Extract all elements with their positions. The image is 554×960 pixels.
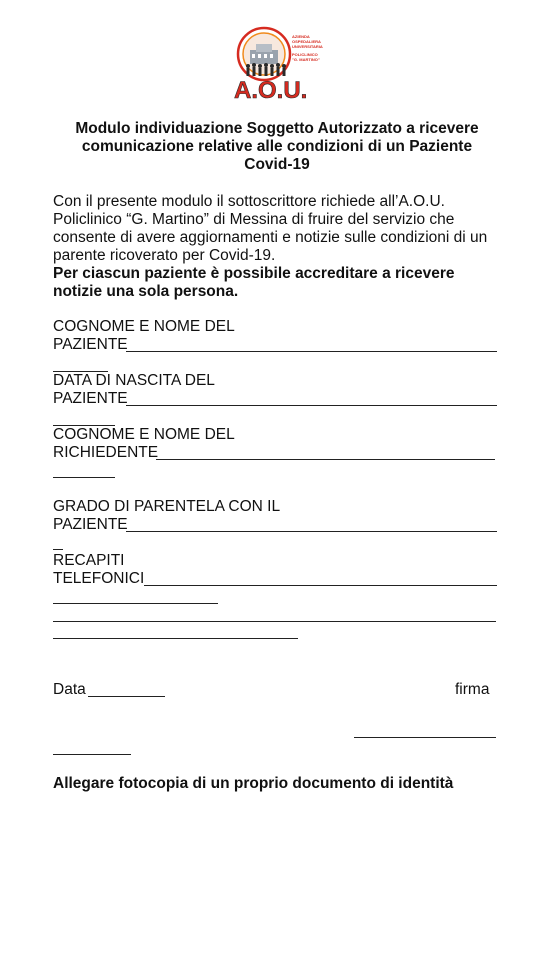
patient-name-label-line-2: PAZIENTE bbox=[53, 336, 128, 353]
logo-line-3: UNIVERSITARIA bbox=[292, 44, 323, 49]
requester-name-label-line-2: RICHIEDENTE bbox=[53, 444, 159, 461]
phones-field-line-4[interactable] bbox=[53, 638, 298, 639]
birth-date-label-line-1: DATA DI NASCITA DEL bbox=[53, 372, 215, 389]
id-document-note: Allegare fotocopia di un proprio documento di identità bbox=[53, 775, 454, 792]
intro-bold-line-2: notizie una sola persona. bbox=[53, 283, 239, 300]
requester-name-label bbox=[53, 426, 235, 462]
patient-name-label bbox=[53, 318, 235, 354]
intro-paragraph bbox=[53, 193, 513, 301]
phones-label-line-1: RECAPITI bbox=[53, 552, 125, 569]
intro-line-4: parente ricoverato per Covid-19. bbox=[53, 247, 276, 264]
intro-line-1: Con il presente modulo il sottoscrittore richiede all’A.O.U. bbox=[53, 193, 445, 210]
logo-line-1: AZIENDA bbox=[292, 34, 310, 39]
signature-field-continuation[interactable] bbox=[53, 754, 131, 755]
title-line-2: comunicazione relative alle condizioni di un Paziente bbox=[81, 138, 473, 155]
date-label: Data bbox=[53, 681, 86, 698]
birth-date-field[interactable] bbox=[126, 405, 497, 406]
page-title bbox=[40, 120, 514, 174]
phones-label-line-2: TELEFONICI bbox=[53, 570, 145, 587]
relationship-field-continuation[interactable] bbox=[53, 549, 63, 550]
intro-bold-line-1: Per ciascun paziente è possibile accreditare a ricevere bbox=[53, 265, 455, 282]
logo-text: A.O.U. bbox=[234, 77, 308, 102]
hospital-logo-icon bbox=[228, 26, 328, 102]
logo-line-5: "G. MARTINO" bbox=[292, 57, 320, 62]
phones-field-line-2[interactable] bbox=[53, 603, 218, 604]
phones-label bbox=[53, 552, 144, 588]
title-line-3: Covid-19 bbox=[244, 156, 310, 173]
patient-name-field[interactable] bbox=[126, 351, 497, 352]
requester-name-label-line-1: COGNOME E NOME DEL bbox=[53, 426, 235, 443]
title-line-1: Modulo individuazione Soggetto Autorizzato a ricevere bbox=[75, 120, 479, 137]
requester-name-field-continuation[interactable] bbox=[53, 477, 115, 478]
intro-line-3: consente di avere aggiornamenti e notizie sulle condizioni di un bbox=[53, 229, 488, 246]
logo-line-4: POLICLINICO bbox=[292, 52, 318, 57]
birth-date-label bbox=[53, 372, 215, 408]
signature-label: firma bbox=[455, 681, 490, 698]
signature-field[interactable] bbox=[354, 737, 496, 738]
date-field[interactable] bbox=[88, 696, 165, 697]
aou-logo bbox=[228, 26, 328, 102]
phones-field-line-3[interactable] bbox=[53, 621, 496, 622]
phones-field[interactable] bbox=[144, 585, 497, 586]
relationship-label bbox=[53, 498, 280, 534]
birth-date-label-line-2: PAZIENTE bbox=[53, 390, 128, 407]
relationship-label-line-1: GRADO DI PARENTELA CON IL bbox=[53, 498, 281, 515]
patient-name-label-line-1: COGNOME E NOME DEL bbox=[53, 318, 235, 335]
relationship-label-line-2: PAZIENTE bbox=[53, 516, 128, 533]
relationship-field[interactable] bbox=[126, 531, 497, 532]
logo-line-2: OSPEDALIERA bbox=[292, 39, 321, 44]
intro-line-2: Policlinico “G. Martino” di Messina di fruire del servizio che bbox=[53, 211, 455, 228]
requester-name-field[interactable] bbox=[156, 459, 495, 460]
